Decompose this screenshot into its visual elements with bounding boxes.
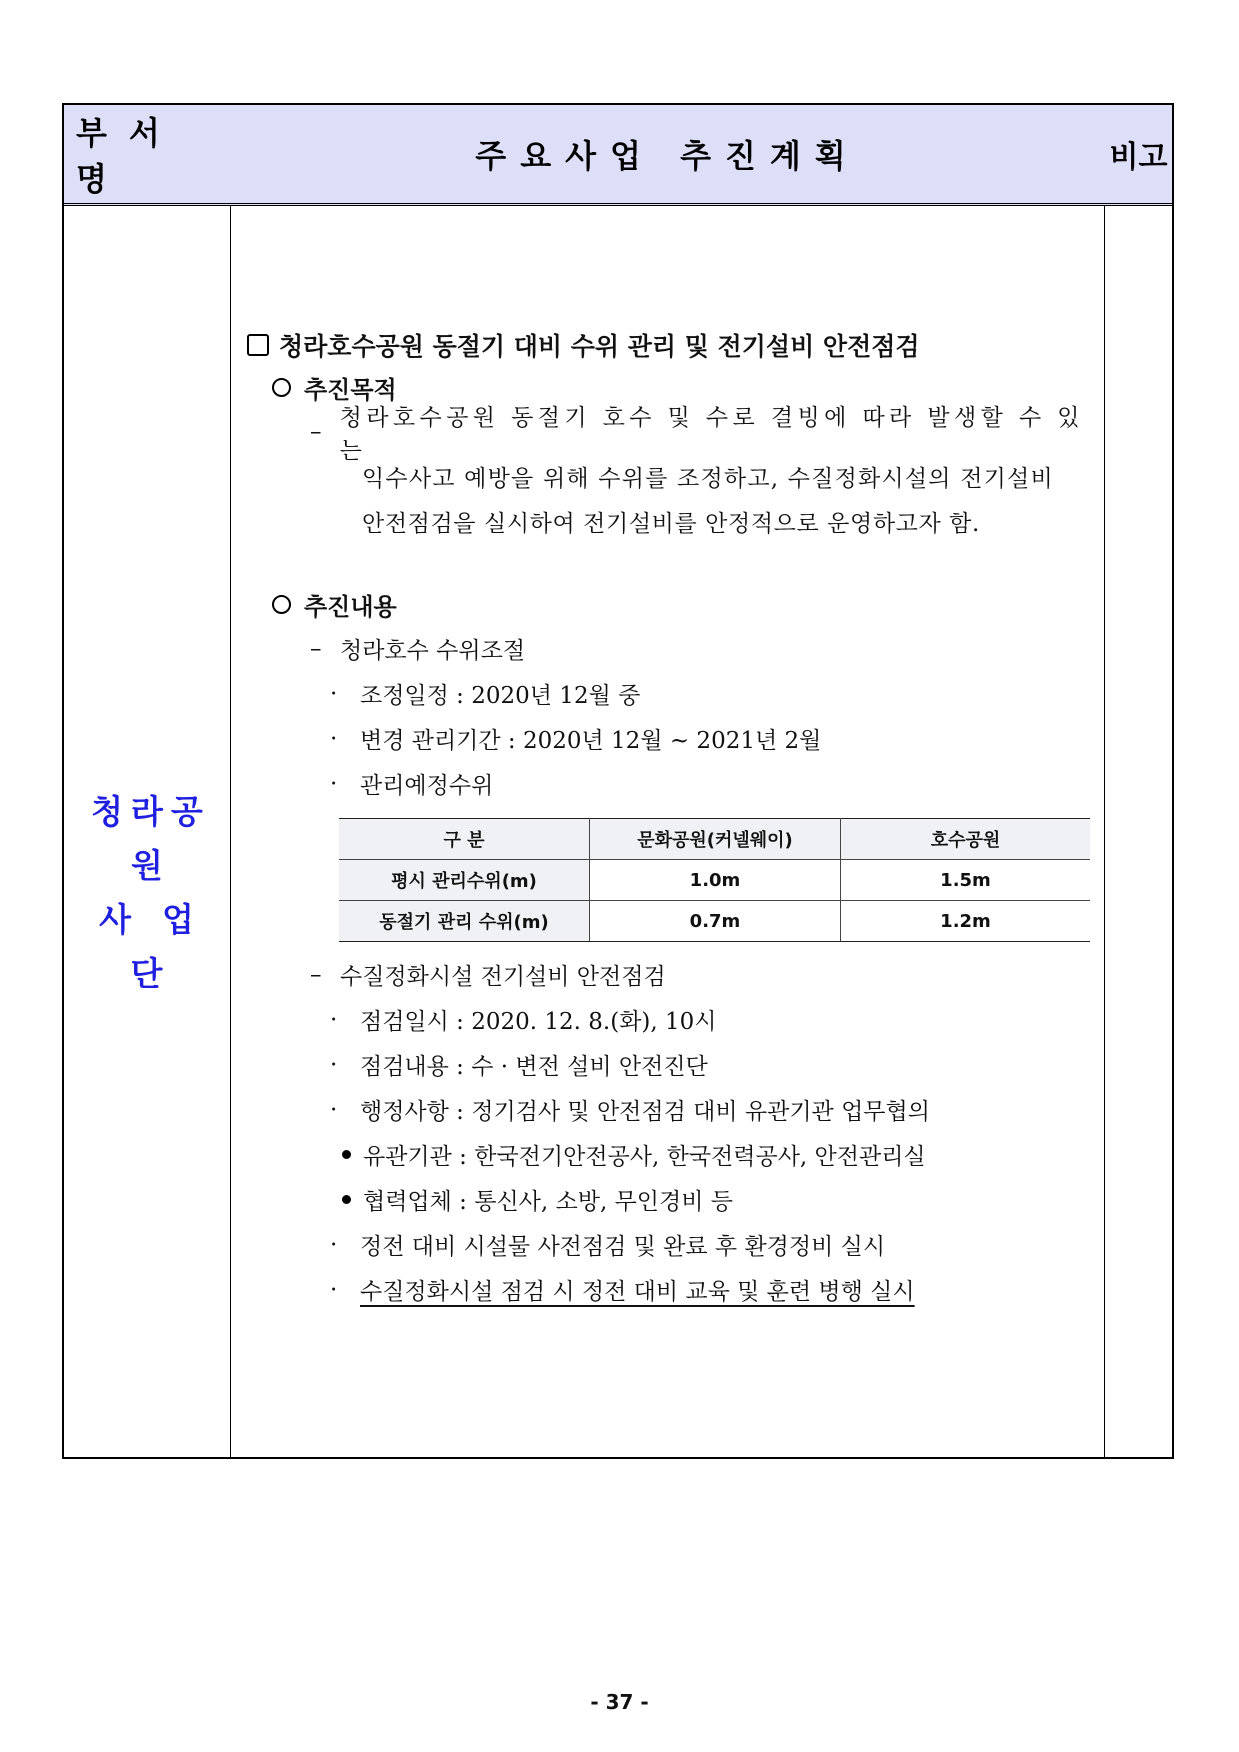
list-item <box>330 1222 1102 1267</box>
list-item-text: 수질정화시설 점검 시 정전 대비 교육 및 훈련 병행 실시 <box>360 1279 915 1305</box>
department-line-2: 사업단 <box>99 900 225 993</box>
plan-content <box>242 325 1102 1312</box>
circle-icon <box>272 595 291 614</box>
list-item-text: 정전 대비 시설물 사전점검 및 완료 후 환경정비 실시 <box>360 1234 886 1260</box>
purpose-line-1: 청라호수공원 동절기 호수 및 수로 결빙에 따라 발생할 수 있는 <box>339 404 1084 464</box>
water-level-label: 청라호수 수위조절 <box>340 638 526 664</box>
details-heading-text: 추진내용 <box>304 592 397 621</box>
middot-marker: · <box>330 1231 338 1258</box>
table-header-cell: 구 분 <box>339 819 590 860</box>
dash-marker: – <box>310 418 322 445</box>
circle-icon <box>272 378 291 397</box>
table-header-cell: 호수공원 <box>841 819 1091 860</box>
table-cell: 동절기 관리 수위(m) <box>339 901 590 942</box>
table-cell: 1.2m <box>841 901 1091 942</box>
list-item-text: 관리예정수위 <box>360 773 494 799</box>
section-title <box>247 325 1102 365</box>
column-divider <box>1104 105 1105 1457</box>
water-level-heading <box>310 626 1102 671</box>
table-header-row <box>339 819 1090 860</box>
checkbox-icon <box>247 334 269 356</box>
middot-marker: · <box>330 1096 338 1123</box>
bullet-item <box>342 1132 1102 1177</box>
bullet-icon <box>342 1150 351 1159</box>
purpose-paragraph <box>310 404 1102 464</box>
dash-marker: – <box>310 961 322 988</box>
department-line-1: 청라공원 <box>91 792 211 885</box>
list-item <box>330 671 1102 716</box>
middot-marker: · <box>330 680 338 707</box>
details-heading <box>272 582 1102 626</box>
column-divider <box>230 105 231 1457</box>
purpose-line-2: 익수사고 예방을 위해 수위를 조정하고, 수질정화시설의 전기설비 <box>362 466 1054 492</box>
bullet-item <box>342 1177 1102 1222</box>
dash-marker: – <box>310 635 322 662</box>
electrical-heading <box>310 952 1102 997</box>
list-item-underlined <box>330 1267 1102 1312</box>
electrical-label: 수질정화시설 전기설비 안전점검 <box>340 964 666 990</box>
purpose-line-3: 안전점검을 실시하여 전기설비를 안정적으로 운영하고자 함. <box>362 511 980 537</box>
table-row <box>339 860 1090 901</box>
list-item-text: 행정사항 : 정기검사 및 안전점검 대비 유관기관 업무협의 <box>360 1099 930 1125</box>
header-department: 부서명 <box>76 114 182 198</box>
table-cell: 0.7m <box>590 901 841 942</box>
purpose-continuation <box>362 454 1102 544</box>
bullet-text: 협력업체 : 통신사, 소방, 무인경비 등 <box>363 1189 733 1215</box>
table-cell: 평시 관리수위(m) <box>339 860 590 901</box>
bullet-text: 유관기관 : 한국전기안전공사, 한국전력공사, 안전관리실 <box>363 1144 926 1170</box>
table-cell: 1.0m <box>590 860 841 901</box>
list-item <box>330 1087 1102 1132</box>
list-item-text: 점검내용 : 수 · 변전 설비 안전진단 <box>360 1054 708 1080</box>
header-plan: 주요사업 추진계획 <box>475 137 860 175</box>
header-note: 비고 <box>1109 140 1168 175</box>
purpose-heading-text: 추진목적 <box>304 375 397 404</box>
list-item-text: 변경 관리기간 : 2020년 12월 ~ 2021년 2월 <box>360 728 822 754</box>
bullet-icon <box>342 1195 351 1204</box>
middot-marker: · <box>330 725 338 752</box>
list-item <box>330 997 1102 1042</box>
middot-marker: · <box>330 770 338 797</box>
table-cell: 1.5m <box>841 860 1091 901</box>
table-row <box>339 901 1090 942</box>
list-item-text: 조정일정 : 2020년 12월 중 <box>360 683 641 709</box>
title-text: 청라호수공원 동절기 대비 수위 관리 및 전기설비 안전점검 <box>279 332 920 361</box>
water-level-table <box>339 818 1090 942</box>
page-number: - 37 - <box>590 1690 649 1714</box>
middot-marker: · <box>330 1276 338 1303</box>
table-header <box>64 105 1172 206</box>
plan-table <box>62 103 1174 1459</box>
middot-marker: · <box>330 1051 338 1078</box>
department-name <box>64 785 230 1001</box>
middot-marker: · <box>330 1006 338 1033</box>
list-item <box>330 1042 1102 1087</box>
list-item <box>330 716 1102 761</box>
list-item <box>330 761 1102 806</box>
list-item-text: 점검일시 : 2020. 12. 8.(화), 10시 <box>360 1009 717 1035</box>
table-header-cell: 문화공원(커넬웨이) <box>590 819 841 860</box>
